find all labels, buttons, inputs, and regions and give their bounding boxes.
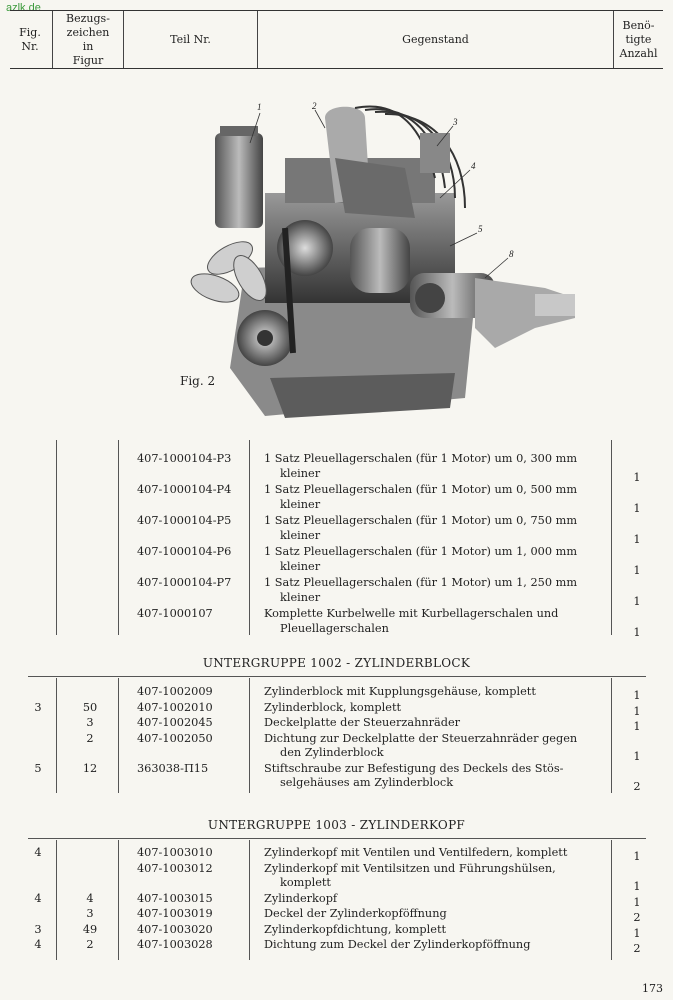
description-cell: Zylinderkopfdichtung, komplett xyxy=(264,922,447,936)
description-cell: 1 Satz Pleuellagerschalen (für 1 Motor) um 0, 750 mm kleiner xyxy=(264,514,578,542)
part-number-cell: 407-1000104-P3 xyxy=(137,452,232,465)
quantity-cell: 1 xyxy=(633,720,641,733)
fig-nr-cell: 5 xyxy=(34,761,42,775)
figure-label: Fig. 2 xyxy=(180,374,216,388)
ref-cell: 2 xyxy=(86,731,94,745)
ref-cell: 3 xyxy=(86,716,94,729)
part-number-cell: 407-1000104-P5 xyxy=(137,514,232,527)
description-cell: Deckel der Zylinderkopföffnung xyxy=(264,907,447,920)
fig-nr-cell: 3 xyxy=(34,922,42,936)
part-number-cell: 407-1002009 xyxy=(137,685,213,698)
section-title-1003: UNTERGRUPPE 1003 - ZYLINDERKOPF xyxy=(207,818,466,832)
part-number-cell: 407-1003019 xyxy=(137,907,213,920)
quantity-cell: 1 xyxy=(633,850,641,863)
part-number-cell: 407-1000107 xyxy=(137,607,213,620)
part-number-cell: 407-1000104-P7 xyxy=(137,576,232,589)
part-number-cell: 407-1000104-P6 xyxy=(137,545,232,558)
page-number: 173 xyxy=(642,982,663,995)
description-cell: Zylinderkopf mit Ventilsitzen und Führungshülsen, komplett xyxy=(264,861,556,889)
table-header xyxy=(10,10,663,69)
ref-cell: 3 xyxy=(86,907,94,920)
quantity-cell: 1 xyxy=(633,595,641,608)
ref-cell: 12 xyxy=(82,761,98,775)
quantity-cell: 1 xyxy=(633,502,641,515)
fig-nr-cell: 4 xyxy=(34,938,42,951)
callout-1: 1 xyxy=(257,102,262,112)
quantity-cell: 2 xyxy=(633,780,641,793)
quantity-cell: 1 xyxy=(633,564,641,577)
part-number-cell: 407-1002050 xyxy=(137,731,213,745)
ref-cell: 2 xyxy=(86,938,94,951)
description-cell: Zylinderkopf mit Ventilen und Ventilfedern, komplett xyxy=(264,846,568,859)
description-cell: 1 Satz Pleuellagerschalen (für 1 Motor) um 1, 250 mm kleiner xyxy=(264,576,578,604)
description-cell: 1 Satz Pleuellagerschalen (für 1 Motor) um 0, 300 mm kleiner xyxy=(264,452,578,480)
callout-3: 3 xyxy=(453,117,458,127)
description-cell: 1 Satz Pleuellagerschalen (für 1 Motor) um 0, 500 mm kleiner xyxy=(264,483,578,511)
part-number-cell: 407-1003012 xyxy=(137,861,213,875)
ref-cell: 4 xyxy=(86,891,94,905)
quantity-cell: 1 xyxy=(633,895,641,909)
description-cell: 1 Satz Pleuellagerschalen (für 1 Motor) um 1, 000 mm kleiner xyxy=(264,545,578,573)
quantity-cell: 1 xyxy=(633,880,641,893)
part-number-cell: 363038-П15 xyxy=(137,761,209,775)
callout-5: 5 xyxy=(478,224,483,234)
header-teil-nr: Teil Nr. xyxy=(170,32,211,46)
header-fig-nr: Fig. Nr. xyxy=(19,25,41,53)
part-number-cell: 407-1002010 xyxy=(137,700,213,714)
part-number-cell: 407-1000104-P4 xyxy=(137,483,232,496)
fig-nr-cell: 4 xyxy=(34,846,42,859)
engine-illustration xyxy=(175,98,585,423)
description-cell: Zylinderkopf xyxy=(264,891,338,905)
fig-nr-cell: 3 xyxy=(34,700,42,714)
callout-8: 8 xyxy=(509,249,514,259)
description-cell: Komplette Kurbelwelle mit Kurbellagerschalen und Pleuellagerschalen xyxy=(264,607,559,635)
description-cell: Dichtung zur Deckelplatte der Steuerzahnräder gegen den Zylinderblock xyxy=(264,731,578,759)
callout-4: 4 xyxy=(471,161,476,171)
part-number-cell: 407-1002045 xyxy=(137,716,213,729)
header-anzahl: Benö- tigte Anzahl xyxy=(619,18,658,60)
header-bezugszeichen: Bezugs-zeichen in Figur xyxy=(66,11,110,67)
part-number-cell: 407-1003020 xyxy=(137,922,213,936)
header-gegenstand: Gegenstand xyxy=(402,32,469,46)
quantity-cell: 1 xyxy=(633,750,641,763)
fig-nr-cell: 4 xyxy=(34,891,42,905)
watermark: azlk.de xyxy=(6,2,41,14)
quantity-cell: 1 xyxy=(633,533,641,546)
quantity-cell: 1 xyxy=(633,689,641,702)
section-title-1002: UNTERGRUPPE 1002 - ZYLINDERBLOCK xyxy=(202,656,471,670)
description-cell: Deckelplatte der Steuerzahnräder xyxy=(264,716,461,729)
quantity-cell: 1 xyxy=(633,926,641,940)
part-number-cell: 407-1003010 xyxy=(137,846,213,859)
ref-cell: 49 xyxy=(82,922,98,936)
quantity-cell: 2 xyxy=(633,911,641,924)
description-cell: Zylinderblock, komplett xyxy=(264,700,402,714)
callout-2: 2 xyxy=(312,101,317,111)
quantity-cell: 1 xyxy=(633,626,641,639)
quantity-cell: 1 xyxy=(633,704,641,718)
quantity-cell: 2 xyxy=(633,942,641,955)
part-number-cell: 407-1003015 xyxy=(137,891,213,905)
description-cell: Dichtung zum Deckel der Zylinderkopföffnung xyxy=(264,938,531,951)
ref-cell: 50 xyxy=(82,700,98,714)
part-number-cell: 407-1003028 xyxy=(137,938,213,951)
description-cell: Stiftschraube zur Befestigung des Deckels des Stös- selgehäuses am Zylinderblock xyxy=(264,761,564,789)
quantity-cell: 1 xyxy=(633,471,641,484)
description-cell: Zylinderblock mit Kupplungsgehäuse, komplett xyxy=(264,685,536,698)
